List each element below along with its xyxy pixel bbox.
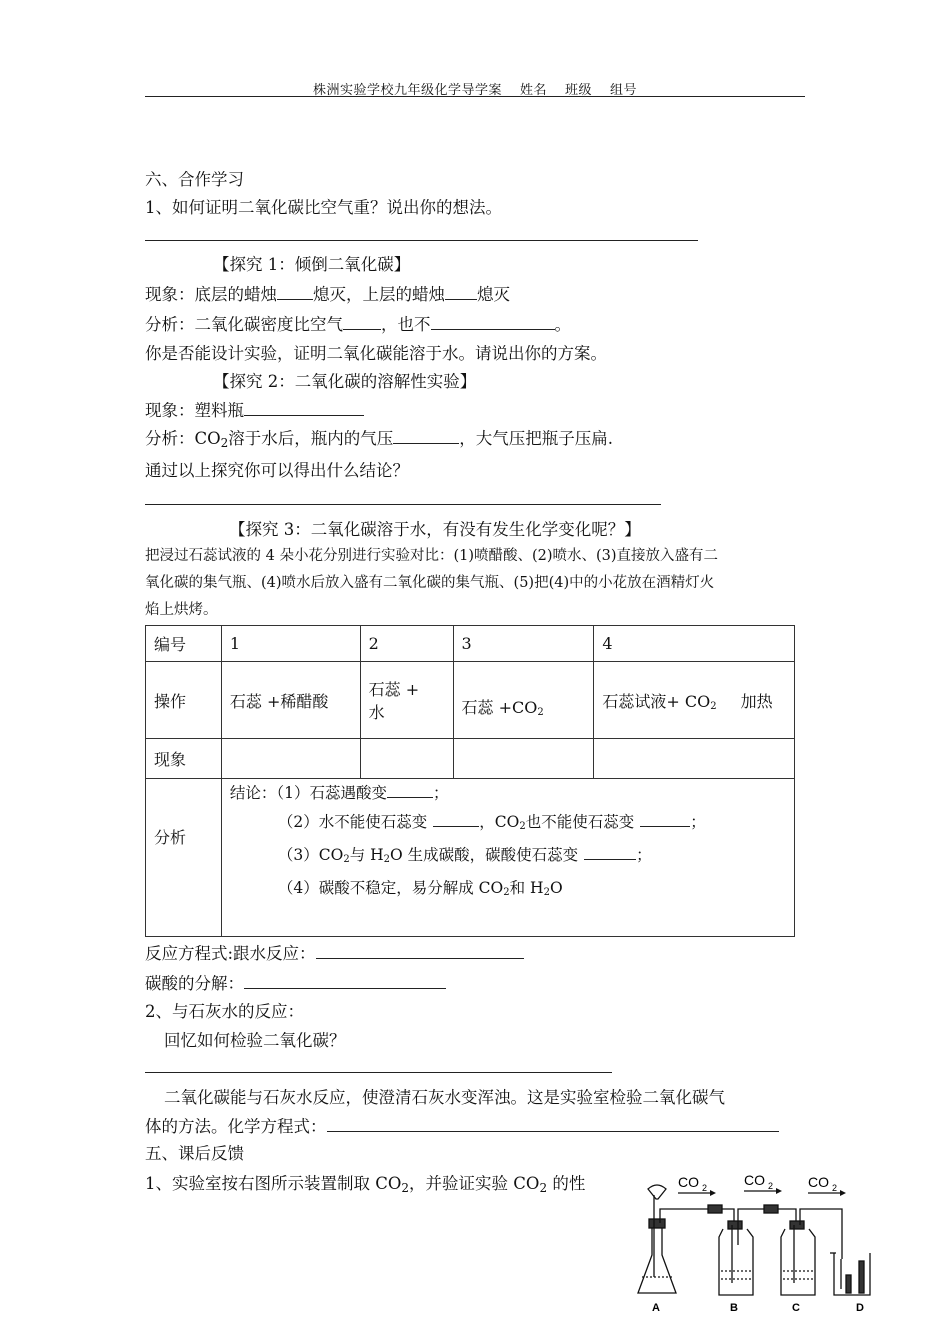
phenomenon-cell-1	[221, 739, 360, 779]
analysis-l2-b: ，CO	[479, 813, 520, 831]
explore3-desc-3: 焰上烘烤。	[145, 602, 218, 618]
limewater-line-2-text: 体的方法。化学方程式：	[145, 1117, 327, 1136]
header-rule	[145, 96, 805, 97]
co2-arrow-3	[808, 1174, 846, 1196]
phenomenon-cell-3	[453, 739, 594, 779]
row-label-phenomenon: 现象	[146, 739, 222, 779]
phenomenon-cell-2	[360, 739, 453, 779]
blank-acid-color	[387, 783, 433, 798]
flask-a	[638, 1185, 708, 1293]
explore2-title: 【探究 2：二氧化碳的溶解性实验】	[213, 372, 477, 391]
explore1-phenomenon	[145, 281, 510, 305]
number-4: 4	[594, 626, 795, 662]
experiment-table	[145, 625, 795, 937]
co2-arrow-2	[744, 1172, 782, 1194]
analysis-text-a: 分析：二氧化碳密度比空气	[145, 315, 343, 334]
feedback-q1-b: ，并验证实验 CO	[409, 1174, 540, 1193]
blank-equation-decompose	[244, 974, 446, 989]
co2-arrow-1	[678, 1174, 716, 1196]
op-2	[360, 662, 453, 739]
explore1-title: 【探究 1：倾倒二氧化碳】	[213, 255, 411, 274]
table-row-analysis	[146, 779, 795, 937]
feedback-q1-sub2: 2	[539, 1181, 548, 1195]
feedback-question-1	[145, 1170, 585, 1195]
header-class-label: 班级	[565, 83, 593, 98]
explore1-analysis	[145, 311, 571, 335]
analysis-l4-sub2: 2	[543, 887, 550, 898]
analysis-text-c: 。	[554, 315, 571, 334]
explore2-phenomenon-text: 现象：塑料瓶	[145, 401, 244, 420]
analysis-l4-a: （4）碳酸不稳定，易分解成 CO	[277, 879, 504, 897]
number-1: 1	[221, 626, 360, 662]
blank-water-color	[433, 812, 479, 827]
recall-prompt: 回忆如何检验二氧化碳？	[164, 1031, 346, 1050]
analysis-l4-b: 和 H	[509, 879, 544, 897]
blank-co2-color	[640, 812, 690, 827]
limewater-line-1: 二氧化碳能与石灰水反应，使澄清石灰水变浑浊。这是实验室检验二氧化碳气	[164, 1088, 725, 1107]
feedback-q1-sub1: 2	[401, 1181, 410, 1195]
co2-sub-2: 2	[768, 1181, 774, 1191]
row-label-number: 编号	[146, 626, 222, 662]
co2-label-2: CO	[744, 1172, 765, 1188]
analysis-l3-sub2: 2	[383, 854, 391, 865]
answer-line-1	[145, 240, 698, 241]
analysis-l1-b: ；	[433, 784, 449, 802]
label-a: A	[652, 1302, 660, 1314]
analysis-line-3	[230, 841, 786, 874]
equation-water	[145, 940, 524, 964]
section5-heading: 五、课后反馈	[145, 1144, 244, 1163]
blank-equation-water	[316, 944, 524, 959]
blank-property	[431, 315, 555, 330]
explore2-analysis	[145, 425, 613, 450]
answer-line-2	[145, 504, 661, 505]
analysis-text-b: ，也不	[381, 315, 431, 334]
blank-density	[343, 315, 381, 330]
blank-limewater-equation	[327, 1117, 779, 1132]
table-row-operation	[146, 662, 795, 739]
op-1: 石蕊 +稀醋酸	[221, 662, 360, 739]
op-2-line-a: 石蕊 +	[368, 680, 420, 699]
op-4-text-a: 石蕊试液+ CO	[602, 691, 711, 711]
analysis-line-2	[230, 808, 786, 841]
co2-label-1: CO	[678, 1174, 699, 1190]
section6-heading: 六、合作学习	[145, 170, 244, 189]
op-4-subscript: 2	[710, 700, 717, 712]
op-3-subscript: 2	[537, 706, 544, 718]
co2-sub-1: 2	[702, 1183, 708, 1193]
label-c: C	[792, 1302, 800, 1314]
op-4	[594, 662, 795, 739]
explore3-desc-1: 把浸过石蕊试液的 4 朵小花分别进行实验对比：(1)喷醋酸、(2)喷水、(3)直接放入盛有二	[145, 548, 719, 564]
analysis-l2-sub: 2	[519, 821, 526, 832]
explore2-phenomenon	[145, 397, 364, 421]
blank-bottle	[244, 401, 364, 416]
blank-top-candle	[445, 285, 477, 300]
analysis-l3-sub1: 2	[343, 854, 350, 865]
number-2: 2	[360, 626, 453, 662]
analysis-l3-b: 与 H	[349, 846, 384, 864]
analysis-cell	[221, 779, 794, 937]
co2-sub-3: 2	[832, 1183, 838, 1193]
analysis-l2-c: 也不能使石蕊变	[525, 813, 635, 831]
table-row-phenomenon	[146, 739, 795, 779]
row-label-operation: 操作	[146, 662, 222, 739]
equation-water-label: 反应方程式:跟水反应：	[145, 944, 316, 963]
header-title: 株洲实验学校九年级化学导学案	[312, 83, 502, 98]
feedback-q1-a: 1、实验室按右图所示装置制取 CO	[145, 1174, 402, 1193]
explore2-analysis-a: 分析：CO	[145, 429, 221, 448]
question-1: 1、如何证明二氧化碳比空气重？说出你的想法。	[145, 198, 502, 217]
explore3-title: 【探究 3：二氧化碳溶于水，有没有发生化学变化呢？】	[229, 520, 641, 539]
label-d: D	[856, 1302, 864, 1314]
explore3-desc-2: 氧化碳的集气瓶、(4)喷水后放入盛有二氧化碳的集气瓶、(5)把(4)中的小花放在酒精灯火	[145, 575, 715, 591]
row-label-analysis: 分析	[146, 779, 222, 937]
apparatus-figure	[630, 1165, 880, 1315]
analysis-l1-a: 结论：（1）石蕊遇酸变	[229, 784, 388, 802]
equation-decompose-label: 碳酸的分解：	[145, 974, 244, 993]
phenomenon-cell-4	[594, 739, 795, 779]
phenomenon-text-c: 熄灭	[477, 285, 510, 304]
table-row-number	[146, 626, 795, 662]
op-3	[453, 662, 594, 739]
explore2-analysis-c: ，大气压把瓶子压扁.	[459, 429, 614, 448]
phenomenon-text-b: 熄灭，上层的蜡烛	[313, 285, 445, 304]
equation-decompose	[145, 970, 446, 994]
header-group-label: 组号	[610, 83, 638, 98]
analysis-l2-d: ；	[690, 813, 706, 831]
analysis-l3-a: （3）CO	[277, 846, 344, 864]
analysis-l3-c: O 生成碳酸，碳酸使石蕊变	[390, 846, 579, 864]
question-2: 2、与石灰水的反应：	[145, 1002, 304, 1021]
blank-carbonic-color	[584, 845, 636, 860]
analysis-l4-sub1: 2	[503, 887, 510, 898]
analysis-line-4	[230, 874, 786, 907]
number-3: 3	[453, 626, 594, 662]
phenomenon-text-a: 现象：底层的蜡烛	[145, 285, 277, 304]
bottle-c	[764, 1205, 842, 1295]
limewater-line-2	[145, 1113, 779, 1137]
analysis-l4-c: O	[549, 879, 563, 897]
answer-line-3	[145, 1072, 612, 1073]
conclusion-prompt: 通过以上探究你可以得出什么结论？	[145, 461, 409, 480]
explore2-analysis-b: 溶于水后，瓶内的气压	[228, 429, 394, 448]
label-b: B	[730, 1302, 738, 1314]
op-4-text-b: 加热	[740, 691, 773, 711]
op-3-text: 石蕊 +CO	[461, 697, 538, 717]
analysis-l2-a: （2）水不能使石蕊变	[277, 813, 428, 831]
analysis-l3-d: ；	[636, 846, 652, 864]
header-name-label: 姓名	[519, 83, 547, 98]
bottle-b	[708, 1205, 776, 1295]
op-2-line-b: 水	[368, 703, 385, 722]
beaker-d	[830, 1253, 870, 1295]
design-prompt: 你是否能设计实验，证明二氧化碳能溶于水。请说出你的方案。	[145, 344, 607, 363]
blank-pressure	[393, 429, 459, 444]
co2-label-3: CO	[808, 1174, 829, 1190]
blank-bottom-candle	[277, 285, 313, 300]
analysis-line-1	[230, 779, 786, 808]
feedback-q1-c: 的性	[547, 1174, 586, 1193]
co2-subscript: 2	[220, 436, 229, 450]
